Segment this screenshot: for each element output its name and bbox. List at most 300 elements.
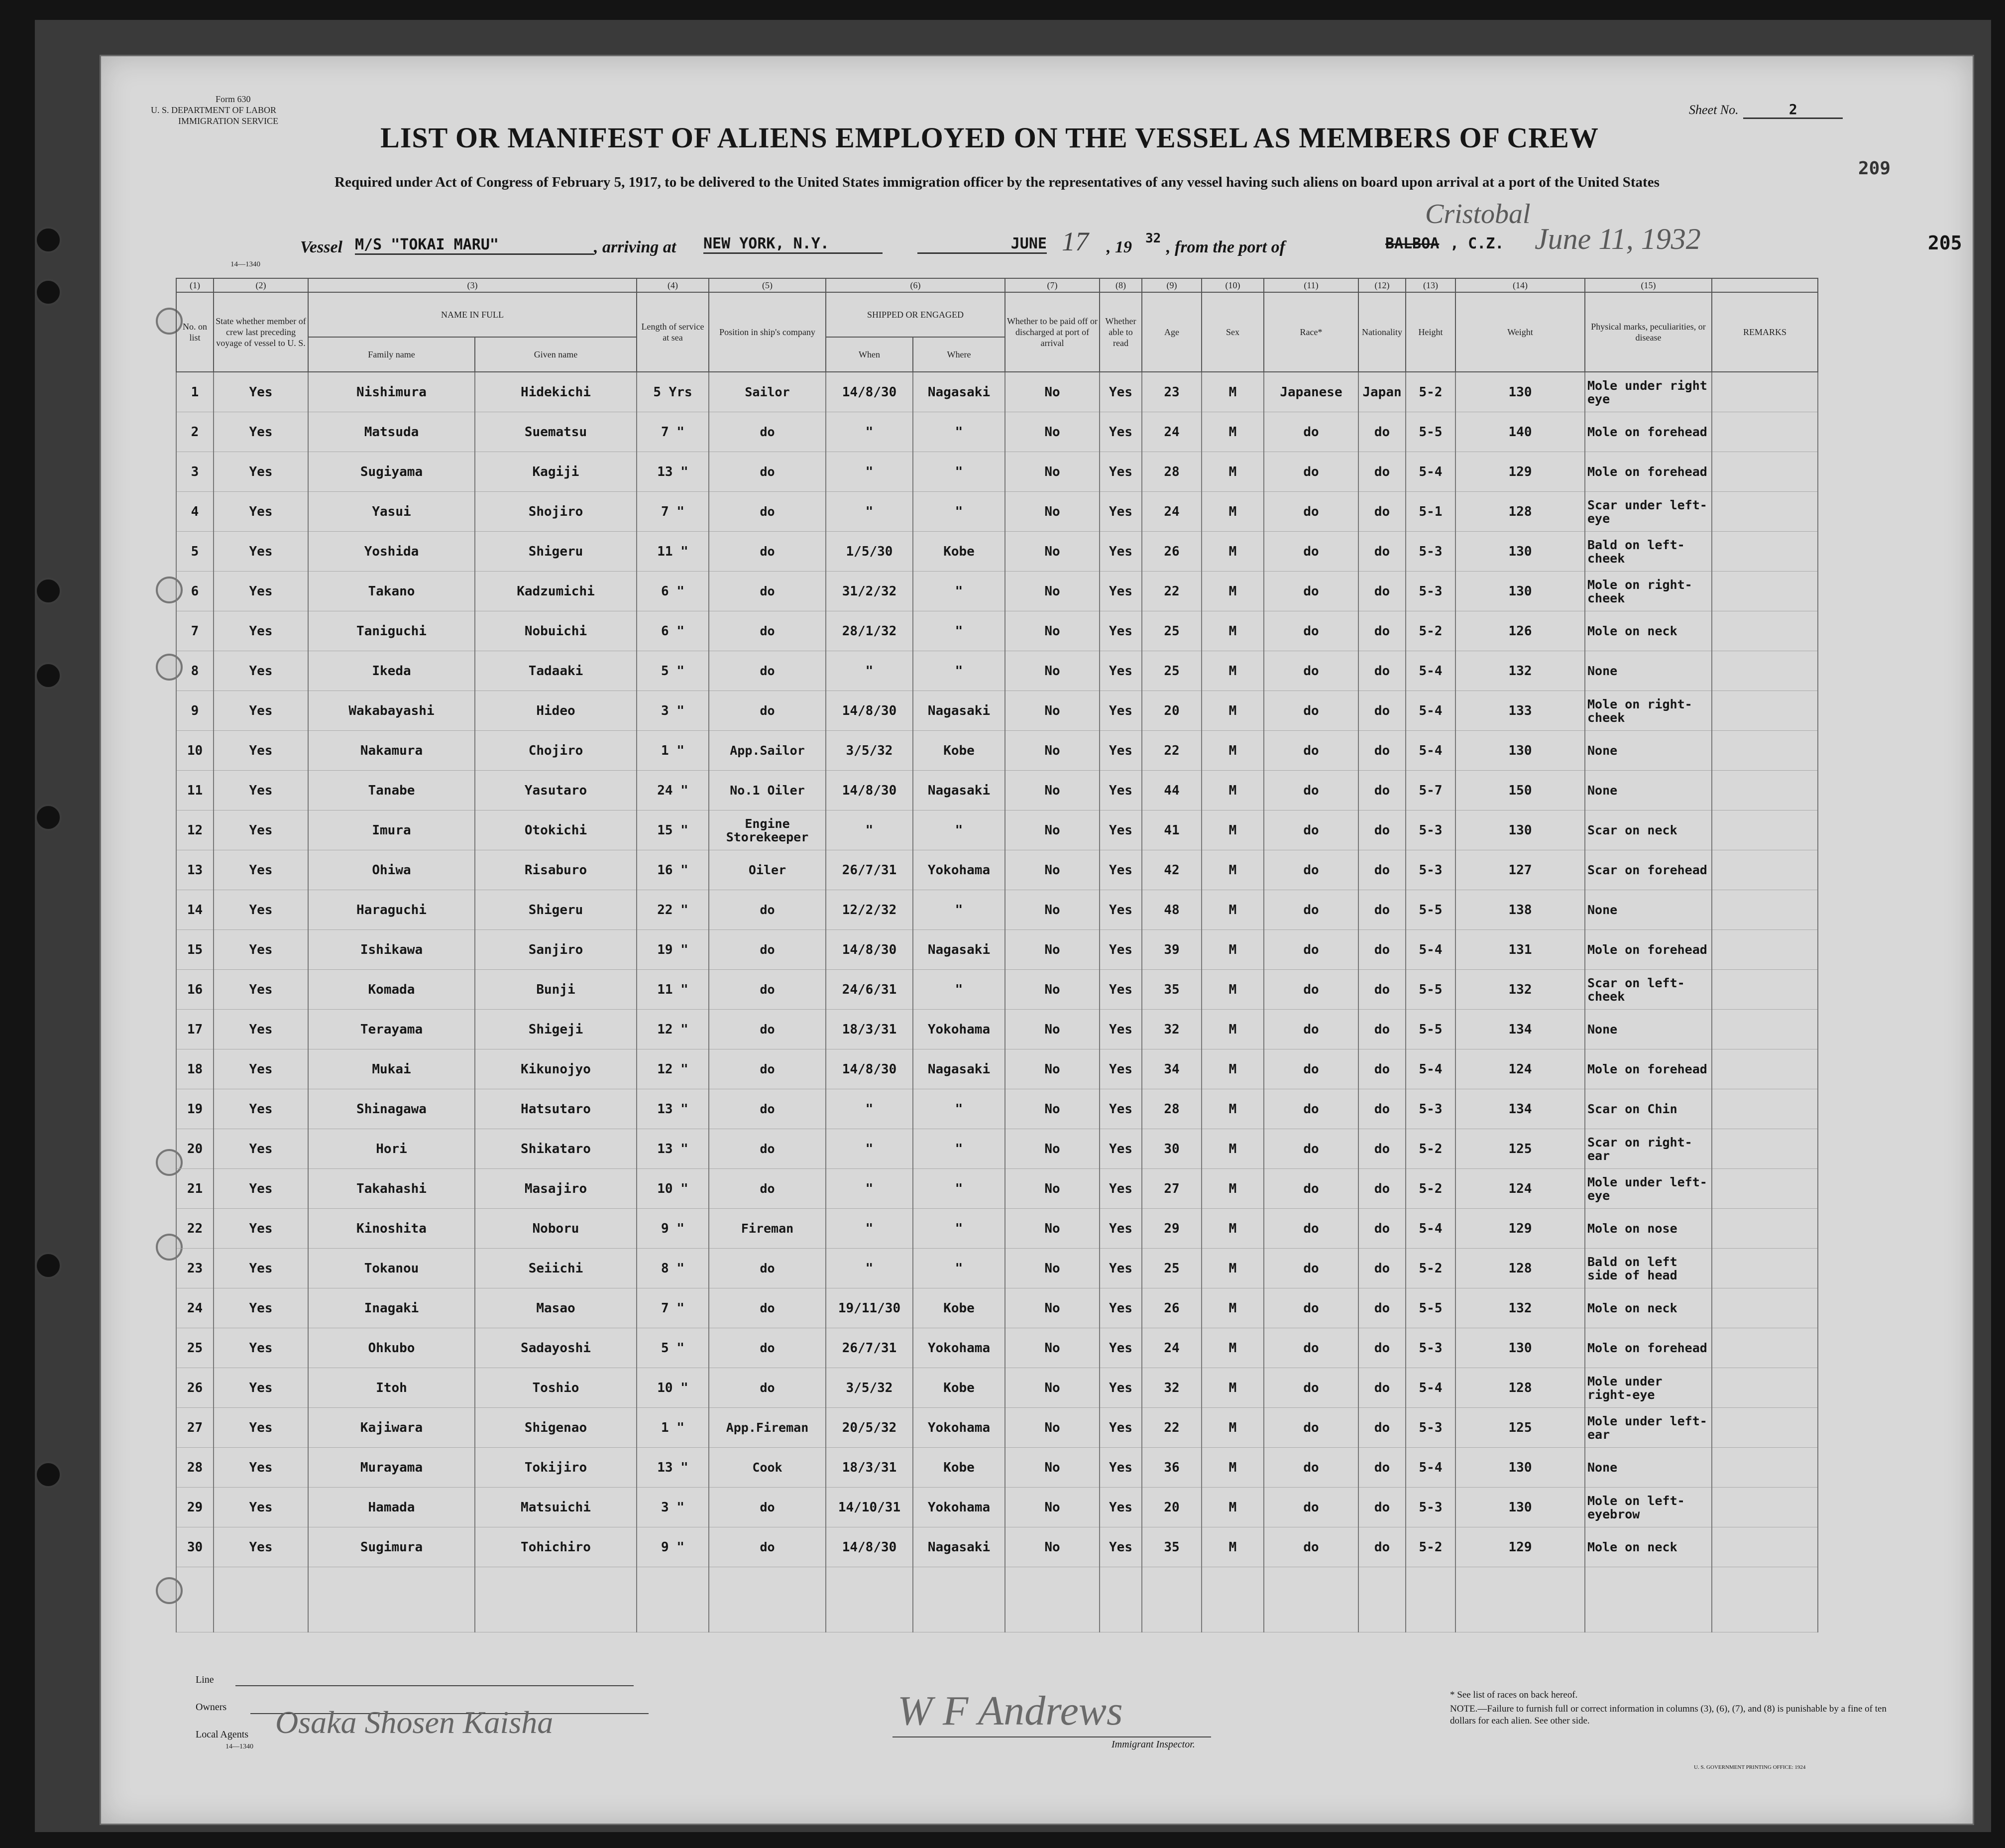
cell-sex: M: [1202, 810, 1264, 850]
cell-position: do: [709, 1129, 826, 1169]
cell-previous-voyage: Yes: [214, 492, 308, 532]
cell-height: 5-5: [1406, 970, 1455, 1010]
cell-race: do: [1264, 1488, 1358, 1527]
cell-remarks: [1712, 1527, 1818, 1567]
printing-office: U. S. GOVERNMENT PRINTING OFFICE: 1924: [1694, 1764, 1806, 1770]
cell-sex: M: [1202, 1209, 1264, 1249]
cell-no: 14: [176, 890, 214, 930]
cell-no: 18: [176, 1049, 214, 1089]
cell-position: do: [709, 930, 826, 970]
cell-remarks: [1712, 691, 1818, 731]
cell-sex: M: [1202, 970, 1264, 1010]
cell-length-of-service: 9 ": [637, 1209, 709, 1249]
column-number: (7): [1005, 278, 1100, 292]
binder-hole: [35, 1461, 62, 1488]
cell-no: 26: [176, 1368, 214, 1408]
cell-race: do: [1264, 810, 1358, 850]
cell-where: ": [913, 412, 1005, 452]
cell-race: do: [1264, 532, 1358, 572]
cell-no: 11: [176, 771, 214, 810]
blank-cell: [1455, 1567, 1585, 1632]
cell-race: do: [1264, 611, 1358, 651]
header-physical-marks: Physical marks, peculiarities, or disease: [1585, 292, 1712, 372]
cell-family-name: Komada: [308, 970, 475, 1010]
cell-family-name: Hamada: [308, 1488, 475, 1527]
column-number: (5): [709, 278, 826, 292]
blank-cell: [475, 1567, 637, 1632]
cell-given-name: Seiichi: [475, 1249, 637, 1288]
cell-when: ": [826, 1249, 913, 1288]
cell-family-name: Nakamura: [308, 731, 475, 771]
cell-when: 14/8/30: [826, 1049, 913, 1089]
cell-paid-off: No: [1005, 1527, 1100, 1567]
from-port-label: , from the port of: [1166, 238, 1285, 256]
cell-length-of-service: 5 ": [637, 1328, 709, 1368]
cell-no: 6: [176, 572, 214, 611]
cell-where: Yokohama: [913, 850, 1005, 890]
cell-paid-off: No: [1005, 1129, 1100, 1169]
header-family-name: Family name: [308, 337, 475, 372]
cell-nationality: do: [1358, 1288, 1406, 1328]
cell-height: 5-5: [1406, 412, 1455, 452]
header-when: When: [826, 337, 913, 372]
manifest-sheet: [100, 55, 1974, 1825]
cell-when: ": [826, 492, 913, 532]
cell-race: do: [1264, 1169, 1358, 1209]
year-prefix: , 19: [1107, 238, 1132, 256]
cell-weight: 133: [1455, 691, 1585, 731]
cell-length-of-service: 8 ": [637, 1249, 709, 1288]
cell-position: do: [709, 572, 826, 611]
cell-family-name: Haraguchi: [308, 890, 475, 930]
local-agents-label: Local Agents: [196, 1729, 249, 1740]
cell-sex: M: [1202, 492, 1264, 532]
cell-family-name: Inagaki: [308, 1288, 475, 1328]
cell-sex: M: [1202, 1049, 1264, 1089]
cell-age: 22: [1142, 731, 1202, 771]
table-row: [176, 1049, 1818, 1089]
cell-previous-voyage: Yes: [214, 1249, 308, 1288]
cell-weight: 125: [1455, 1408, 1585, 1448]
cell-paid-off: No: [1005, 452, 1100, 492]
cell-remarks: [1712, 810, 1818, 850]
inspector-signature: W F Andrews: [897, 1688, 1123, 1734]
cell-height: 5-4: [1406, 651, 1455, 691]
cell-physical-marks: Mole under right eye: [1585, 372, 1712, 412]
cell-where: ": [913, 1209, 1005, 1249]
cell-physical-marks: None: [1585, 651, 1712, 691]
cell-weight: 134: [1455, 1089, 1585, 1129]
vessel-name: M/S "TOKAI MARU": [355, 236, 594, 255]
cell-family-name: Ishikawa: [308, 930, 475, 970]
cell-previous-voyage: Yes: [214, 1368, 308, 1408]
cell-able-to-read: Yes: [1100, 1169, 1142, 1209]
crew-manifest-table: [176, 278, 1818, 1632]
cell-paid-off: No: [1005, 1328, 1100, 1368]
cell-length-of-service: 16 ": [637, 850, 709, 890]
cell-when: 14/8/30: [826, 372, 913, 412]
cell-position: do: [709, 1368, 826, 1408]
cell-weight: 130: [1455, 1488, 1585, 1527]
cell-able-to-read: Yes: [1100, 651, 1142, 691]
column-header-row: [176, 292, 1818, 337]
cell-physical-marks: Mole on forehead: [1585, 930, 1712, 970]
cell-when: 14/8/30: [826, 1527, 913, 1567]
cell-weight: 138: [1455, 890, 1585, 930]
cell-race: do: [1264, 1328, 1358, 1368]
cell-length-of-service: 1 ": [637, 731, 709, 771]
cell-weight: 130: [1455, 1448, 1585, 1488]
cell-position: do: [709, 970, 826, 1010]
cell-race: do: [1264, 1129, 1358, 1169]
cell-position: do: [709, 492, 826, 532]
cell-remarks: [1712, 1288, 1818, 1328]
cell-paid-off: No: [1005, 572, 1100, 611]
cell-able-to-read: Yes: [1100, 611, 1142, 651]
cell-previous-voyage: Yes: [214, 1288, 308, 1328]
cell-position: do: [709, 691, 826, 731]
header-previous-voyage: State whether member of crew last preceding voyage of vessel to U. S.: [214, 292, 308, 372]
column-number: (8): [1100, 278, 1142, 292]
cell-able-to-read: Yes: [1100, 890, 1142, 930]
cell-race: do: [1264, 492, 1358, 532]
note-text: —Failure to furnish full or correct information in columns (3), (6), (7), and (8) is punishable by a fine of ten dollars for each alien. See other side.: [1450, 1704, 1887, 1726]
cell-physical-marks: Mole under right-eye: [1585, 1368, 1712, 1408]
cell-paid-off: No: [1005, 532, 1100, 572]
cell-position: do: [709, 1089, 826, 1129]
cell-age: 32: [1142, 1010, 1202, 1049]
cell-height: 5-4: [1406, 691, 1455, 731]
column-number: (1): [176, 278, 214, 292]
cell-family-name: Takahashi: [308, 1169, 475, 1209]
cell-where: ": [913, 611, 1005, 651]
cell-length-of-service: 24 ": [637, 771, 709, 810]
cell-previous-voyage: Yes: [214, 1049, 308, 1089]
cell-remarks: [1712, 890, 1818, 930]
cell-physical-marks: Mole on neck: [1585, 1288, 1712, 1328]
year-suffix: 32: [1145, 231, 1161, 246]
cell-previous-voyage: Yes: [214, 1488, 308, 1527]
cell-age: 35: [1142, 1527, 1202, 1567]
cell-family-name: Nishimura: [308, 372, 475, 412]
cell-given-name: Shigeji: [475, 1010, 637, 1049]
cell-physical-marks: Scar on right-ear: [1585, 1129, 1712, 1169]
cell-position: do: [709, 532, 826, 572]
service-name: IMMIGRATION SERVICE: [178, 116, 279, 126]
form-number: Form 630: [216, 94, 251, 104]
cell-position: do: [709, 1288, 826, 1328]
page-title: LIST OR MANIFEST OF ALIENS EMPLOYED ON THE VESSEL AS MEMBERS OF CREW: [380, 121, 1599, 154]
cell-given-name: Hidekichi: [475, 372, 637, 412]
cell-given-name: Shigenao: [475, 1408, 637, 1448]
column-number: (4): [637, 278, 709, 292]
cell-nationality: do: [1358, 1169, 1406, 1209]
cell-race: do: [1264, 1010, 1358, 1049]
cell-when: 3/5/32: [826, 731, 913, 771]
cell-physical-marks: Mole on neck: [1585, 611, 1712, 651]
cell-where: Yokohama: [913, 1408, 1005, 1448]
cell-weight: 128: [1455, 492, 1585, 532]
cell-given-name: Masajiro: [475, 1169, 637, 1209]
cell-given-name: Toshio: [475, 1368, 637, 1408]
binder-hole: [35, 227, 62, 253]
cell-no: 13: [176, 850, 214, 890]
blank-cell: [1264, 1567, 1358, 1632]
cell-where: Nagasaki: [913, 1049, 1005, 1089]
cell-race: do: [1264, 1408, 1358, 1448]
table-row: [176, 1527, 1818, 1567]
cell-weight: 134: [1455, 1010, 1585, 1049]
cell-sex: M: [1202, 611, 1264, 651]
cell-able-to-read: Yes: [1100, 492, 1142, 532]
cell-previous-voyage: Yes: [214, 1408, 308, 1448]
table-row: [176, 1368, 1818, 1408]
table-row: [176, 572, 1818, 611]
cell-able-to-read: Yes: [1100, 850, 1142, 890]
cell-previous-voyage: Yes: [214, 572, 308, 611]
cell-given-name: Matsuichi: [475, 1488, 637, 1527]
cell-sex: M: [1202, 1288, 1264, 1328]
cell-nationality: do: [1358, 412, 1406, 452]
cell-given-name: Noboru: [475, 1209, 637, 1249]
cell-age: 34: [1142, 1049, 1202, 1089]
cell-weight: 126: [1455, 611, 1585, 651]
cell-length-of-service: 1 ": [637, 1408, 709, 1448]
cell-previous-voyage: Yes: [214, 1129, 308, 1169]
cell-previous-voyage: Yes: [214, 412, 308, 452]
cell-length-of-service: 10 ": [637, 1169, 709, 1209]
cell-weight: 130: [1455, 372, 1585, 412]
cell-age: 25: [1142, 651, 1202, 691]
cell-physical-marks: Scar on Chin: [1585, 1089, 1712, 1129]
table-row: [176, 1488, 1818, 1527]
cell-nationality: do: [1358, 1049, 1406, 1089]
cell-nationality: do: [1358, 810, 1406, 850]
cell-where: ": [913, 970, 1005, 1010]
header-weight: Weight: [1455, 292, 1585, 372]
cell-no: 10: [176, 731, 214, 771]
table-row: [176, 412, 1818, 452]
cell-physical-marks: Scar on left-cheek: [1585, 970, 1712, 1010]
cell-race: Japanese: [1264, 372, 1358, 412]
cell-height: 5-3: [1406, 1328, 1455, 1368]
cell-where: Nagasaki: [913, 372, 1005, 412]
table-row: [176, 1249, 1818, 1288]
cell-remarks: [1712, 372, 1818, 412]
header-length-of-service: Length of service at sea: [637, 292, 709, 372]
column-number-row: [176, 278, 1818, 292]
cell-able-to-read: Yes: [1100, 1488, 1142, 1527]
cell-previous-voyage: Yes: [214, 691, 308, 731]
cell-nationality: do: [1358, 452, 1406, 492]
cell-length-of-service: 12 ": [637, 1010, 709, 1049]
cell-height: 5-4: [1406, 930, 1455, 970]
cell-physical-marks: Scar under left-eye: [1585, 492, 1712, 532]
column-number: (2): [214, 278, 308, 292]
cell-weight: 140: [1455, 412, 1585, 452]
cell-age: 44: [1142, 771, 1202, 810]
sheet-label: Sheet No.: [1689, 103, 1739, 117]
cell-given-name: Tohichiro: [475, 1527, 637, 1567]
cell-when: 3/5/32: [826, 1368, 913, 1408]
cell-able-to-read: Yes: [1100, 572, 1142, 611]
cell-given-name: Nobuichi: [475, 611, 637, 651]
cell-when: ": [826, 810, 913, 850]
blank-cell: [1358, 1567, 1406, 1632]
blank-cell: [709, 1567, 826, 1632]
cell-length-of-service: 11 ": [637, 532, 709, 572]
cell-previous-voyage: Yes: [214, 1089, 308, 1129]
binder-hole: [35, 662, 62, 689]
cell-family-name: Itoh: [308, 1368, 475, 1408]
cell-position: do: [709, 1527, 826, 1567]
cell-length-of-service: 7 ": [637, 492, 709, 532]
cell-family-name: Matsuda: [308, 412, 475, 452]
cell-height: 5-3: [1406, 1089, 1455, 1129]
table-row: [176, 1010, 1818, 1049]
cell-when: ": [826, 412, 913, 452]
cell-paid-off: No: [1005, 1288, 1100, 1328]
cell-able-to-read: Yes: [1100, 1049, 1142, 1089]
cell-given-name: Bunji: [475, 970, 637, 1010]
cell-age: 24: [1142, 492, 1202, 532]
cell-previous-voyage: Yes: [214, 1527, 308, 1567]
cell-length-of-service: 9 ": [637, 1527, 709, 1567]
cell-age: 25: [1142, 1249, 1202, 1288]
owners-label: Owners: [196, 1702, 227, 1713]
cell-height: 5-2: [1406, 1527, 1455, 1567]
cell-height: 5-2: [1406, 611, 1455, 651]
cell-paid-off: No: [1005, 850, 1100, 890]
cell-nationality: Japan: [1358, 372, 1406, 412]
cell-height: 5-4: [1406, 1448, 1455, 1488]
cell-weight: 128: [1455, 1368, 1585, 1408]
cell-able-to-read: Yes: [1100, 970, 1142, 1010]
cell-nationality: do: [1358, 1129, 1406, 1169]
local-agents-handwritten: Osaka Shosen Kaisha: [275, 1705, 554, 1740]
cell-nationality: do: [1358, 691, 1406, 731]
cell-remarks: [1712, 930, 1818, 970]
cell-length-of-service: 22 ": [637, 890, 709, 930]
blank-cell: [1005, 1567, 1100, 1632]
cell-when: 14/8/30: [826, 771, 913, 810]
cell-sex: M: [1202, 1328, 1264, 1368]
cell-paid-off: No: [1005, 1249, 1100, 1288]
cell-sex: M: [1202, 850, 1264, 890]
cell-given-name: Tadaaki: [475, 651, 637, 691]
cell-previous-voyage: Yes: [214, 1448, 308, 1488]
cell-length-of-service: 13 ": [637, 452, 709, 492]
table-row: [176, 452, 1818, 492]
cell-height: 5-2: [1406, 1169, 1455, 1209]
cell-race: do: [1264, 691, 1358, 731]
header-able-to-read: Whether able to read: [1100, 292, 1142, 372]
cell-given-name: Hatsutaro: [475, 1089, 637, 1129]
cell-previous-voyage: Yes: [214, 1169, 308, 1209]
cell-no: 12: [176, 810, 214, 850]
cell-position: do: [709, 890, 826, 930]
binder-hole: [35, 279, 62, 306]
header-shipped-or-engaged: SHIPPED OR ENGAGED: [826, 292, 1005, 337]
cell-remarks: [1712, 452, 1818, 492]
table-row: [176, 611, 1818, 651]
cell-age: 29: [1142, 1209, 1202, 1249]
cell-family-name: Takano: [308, 572, 475, 611]
arrival-day: 17: [1062, 227, 1089, 256]
cell-previous-voyage: Yes: [214, 532, 308, 572]
cell-paid-off: No: [1005, 1368, 1100, 1408]
cell-no: 7: [176, 611, 214, 651]
cell-paid-off: No: [1005, 1209, 1100, 1249]
cell-when: 18/3/31: [826, 1010, 913, 1049]
cell-nationality: do: [1358, 532, 1406, 572]
cell-weight: 132: [1455, 970, 1585, 1010]
binder-hole: [35, 1252, 62, 1279]
cell-family-name: Kinoshita: [308, 1209, 475, 1249]
cell-length-of-service: 3 ": [637, 691, 709, 731]
cell-height: 5-1: [1406, 492, 1455, 532]
table-row: [176, 1288, 1818, 1328]
cell-no: 1: [176, 372, 214, 412]
cell-able-to-read: Yes: [1100, 1527, 1142, 1567]
from-port-suffix: , C.Z.: [1450, 235, 1504, 252]
cell-family-name: Taniguchi: [308, 611, 475, 651]
cell-race: do: [1264, 1049, 1358, 1089]
cell-no: 29: [176, 1488, 214, 1527]
department-name: U. S. DEPARTMENT OF LABOR: [151, 105, 276, 115]
cell-age: 32: [1142, 1368, 1202, 1408]
cell-previous-voyage: Yes: [214, 731, 308, 771]
cell-family-name: Kajiwara: [308, 1408, 475, 1448]
cell-previous-voyage: Yes: [214, 372, 308, 412]
cell-physical-marks: None: [1585, 771, 1712, 810]
cell-sex: M: [1202, 1408, 1264, 1448]
cell-nationality: do: [1358, 930, 1406, 970]
cell-height: 5-4: [1406, 1209, 1455, 1249]
cell-nationality: do: [1358, 651, 1406, 691]
cell-height: 5-4: [1406, 1049, 1455, 1089]
cell-weight: 124: [1455, 1169, 1585, 1209]
table-row: [176, 372, 1818, 412]
departure-date-handwritten: June 11, 1932: [1535, 223, 1701, 255]
column-number: (15): [1585, 278, 1712, 292]
cell-length-of-service: 13 ": [637, 1129, 709, 1169]
cell-length-of-service: 6 ": [637, 572, 709, 611]
cell-no: 19: [176, 1089, 214, 1129]
cell-remarks: [1712, 1328, 1818, 1368]
cell-nationality: do: [1358, 1209, 1406, 1249]
cell-nationality: do: [1358, 731, 1406, 771]
cell-paid-off: No: [1005, 890, 1100, 930]
cell-previous-voyage: Yes: [214, 890, 308, 930]
vessel-label: Vessel: [300, 238, 342, 256]
cell-remarks: [1712, 1249, 1818, 1288]
header-where: Where: [913, 337, 1005, 372]
cell-given-name: Sadayoshi: [475, 1328, 637, 1368]
cell-nationality: do: [1358, 1488, 1406, 1527]
cell-able-to-read: Yes: [1100, 1288, 1142, 1328]
cell-remarks: [1712, 1408, 1818, 1448]
cell-length-of-service: 10 ": [637, 1368, 709, 1408]
cell-length-of-service: 11 ": [637, 970, 709, 1010]
cell-weight: 130: [1455, 572, 1585, 611]
cell-where: ": [913, 810, 1005, 850]
cell-weight: 127: [1455, 850, 1585, 890]
cell-age: 39: [1142, 930, 1202, 970]
header-height: Height: [1406, 292, 1455, 372]
cell-position: do: [709, 1249, 826, 1288]
table-row: [176, 771, 1818, 810]
